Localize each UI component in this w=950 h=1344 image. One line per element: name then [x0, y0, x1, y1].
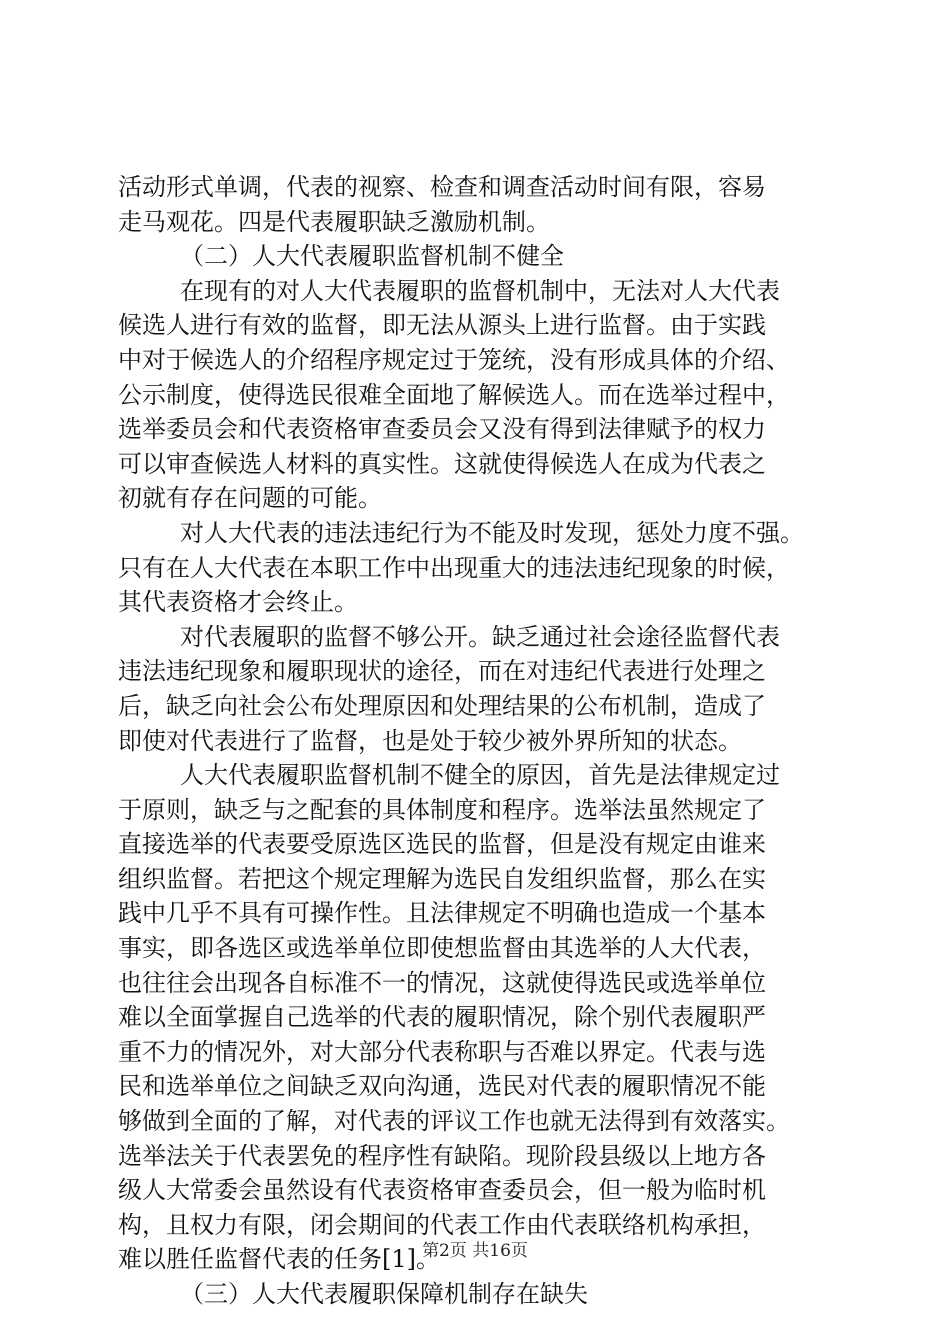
document-body	[118, 170, 834, 1312]
paragraph-first-line: 对代表履职的监督不够公开。缺乏通过社会途径监督代表	[180, 622, 780, 651]
text-line: 选举法关于代表罢免的程序性有缺陷。现阶段县级以上地方各	[118, 1141, 766, 1170]
paragraph-first-line: （二）人大代表履职监督机制不健全	[180, 242, 564, 271]
text-line: 可以审查候选人材料的真实性。这就使得候选人在成为代表之	[118, 449, 766, 478]
text-line: 民和选举单位之间缺乏双向沟通，选民对代表的履职情况不能	[118, 1072, 766, 1101]
text-line: 践中几乎不具有可操作性。且法律规定不明确也造成一个基本	[118, 899, 766, 928]
paragraph-first-line: （三）人大代表履职保障机制存在缺失	[180, 1280, 588, 1308]
text-line: 难以全面掌握自己选举的代表的履职情况，除个别代表履职严	[118, 1003, 766, 1032]
text-line: 违法违纪现象和履职现状的途径，而在对违纪代表进行处理之	[118, 657, 766, 686]
text-line: 事实，即各选区或选举单位即使想监督由其选举的人大代表，	[118, 934, 766, 963]
text-line: 后，缺乏向社会公布处理原因和处理结果的公布机制，造成了	[118, 691, 766, 720]
text-line: 活动形式单调，代表的视察、检查和调查活动时间有限，容易	[118, 173, 766, 201]
text-line: 够做到全面的了解，对代表的评议工作也就无法得到有效落实。	[118, 1107, 790, 1136]
text-line: 也往往会出现各自标准不一的情况，这就使得选民或选举单位	[118, 968, 766, 997]
text-line: 选举委员会和代表资格审查委员会又没有得到法律赋予的权力	[118, 415, 766, 444]
text-line: 只有在人大代表在本职工作中出现重大的违法违纪现象的时候，	[118, 553, 790, 582]
text-line: 组织监督。若把这个规定理解为选民自发组织监督，那么在实	[118, 864, 766, 893]
page-footer: 第2页 共16页	[422, 1241, 528, 1261]
text-line: 中对于候选人的介绍程序规定过于笼统，没有形成具体的介绍、	[118, 345, 790, 374]
text-line: 构，且权力有限，闭会期间的代表工作由代表联络机构承担，	[118, 1210, 766, 1239]
text-line: 即使对代表进行了监督，也是处于较少被外界所知的状态。	[118, 726, 742, 755]
text-line: 重不力的情况外，对大部分代表称职与否难以界定。代表与选	[118, 1037, 766, 1066]
text-line: 于原则，缺乏与之配套的具体制度和程序。选举法虽然规定了	[118, 795, 766, 824]
text-line: 初就有存在问题的可能。	[118, 484, 382, 513]
text-line: 候选人进行有效的监督，即无法从源头上进行监督。由于实践	[118, 311, 766, 340]
text-line: 其代表资格才会终止。	[118, 588, 358, 617]
paragraph-first-line: 人大代表履职监督机制不健全的原因，首先是法律规定过	[180, 761, 780, 790]
text-line: 走马观花。四是代表履职缺乏激励机制。	[118, 207, 550, 236]
text-line: 级人大常委会虽然设有代表资格审查委员会，但一般为临时机	[118, 1176, 766, 1205]
text-line: 直接选举的代表要受原选区选民的监督，但是没有规定由谁来	[118, 830, 766, 859]
text-line: 公示制度，使得选民很难全面地了解候选人。而在选举过程中，	[118, 380, 790, 409]
paragraph-first-line: 对人大代表的违法违纪行为不能及时发现，惩处力度不强。	[180, 518, 804, 547]
text-line: 难以胜任监督代表的任务[1]。	[118, 1245, 440, 1274]
paragraph-first-line: 在现有的对人大代表履职的监督机制中，无法对人大代表	[180, 276, 780, 305]
